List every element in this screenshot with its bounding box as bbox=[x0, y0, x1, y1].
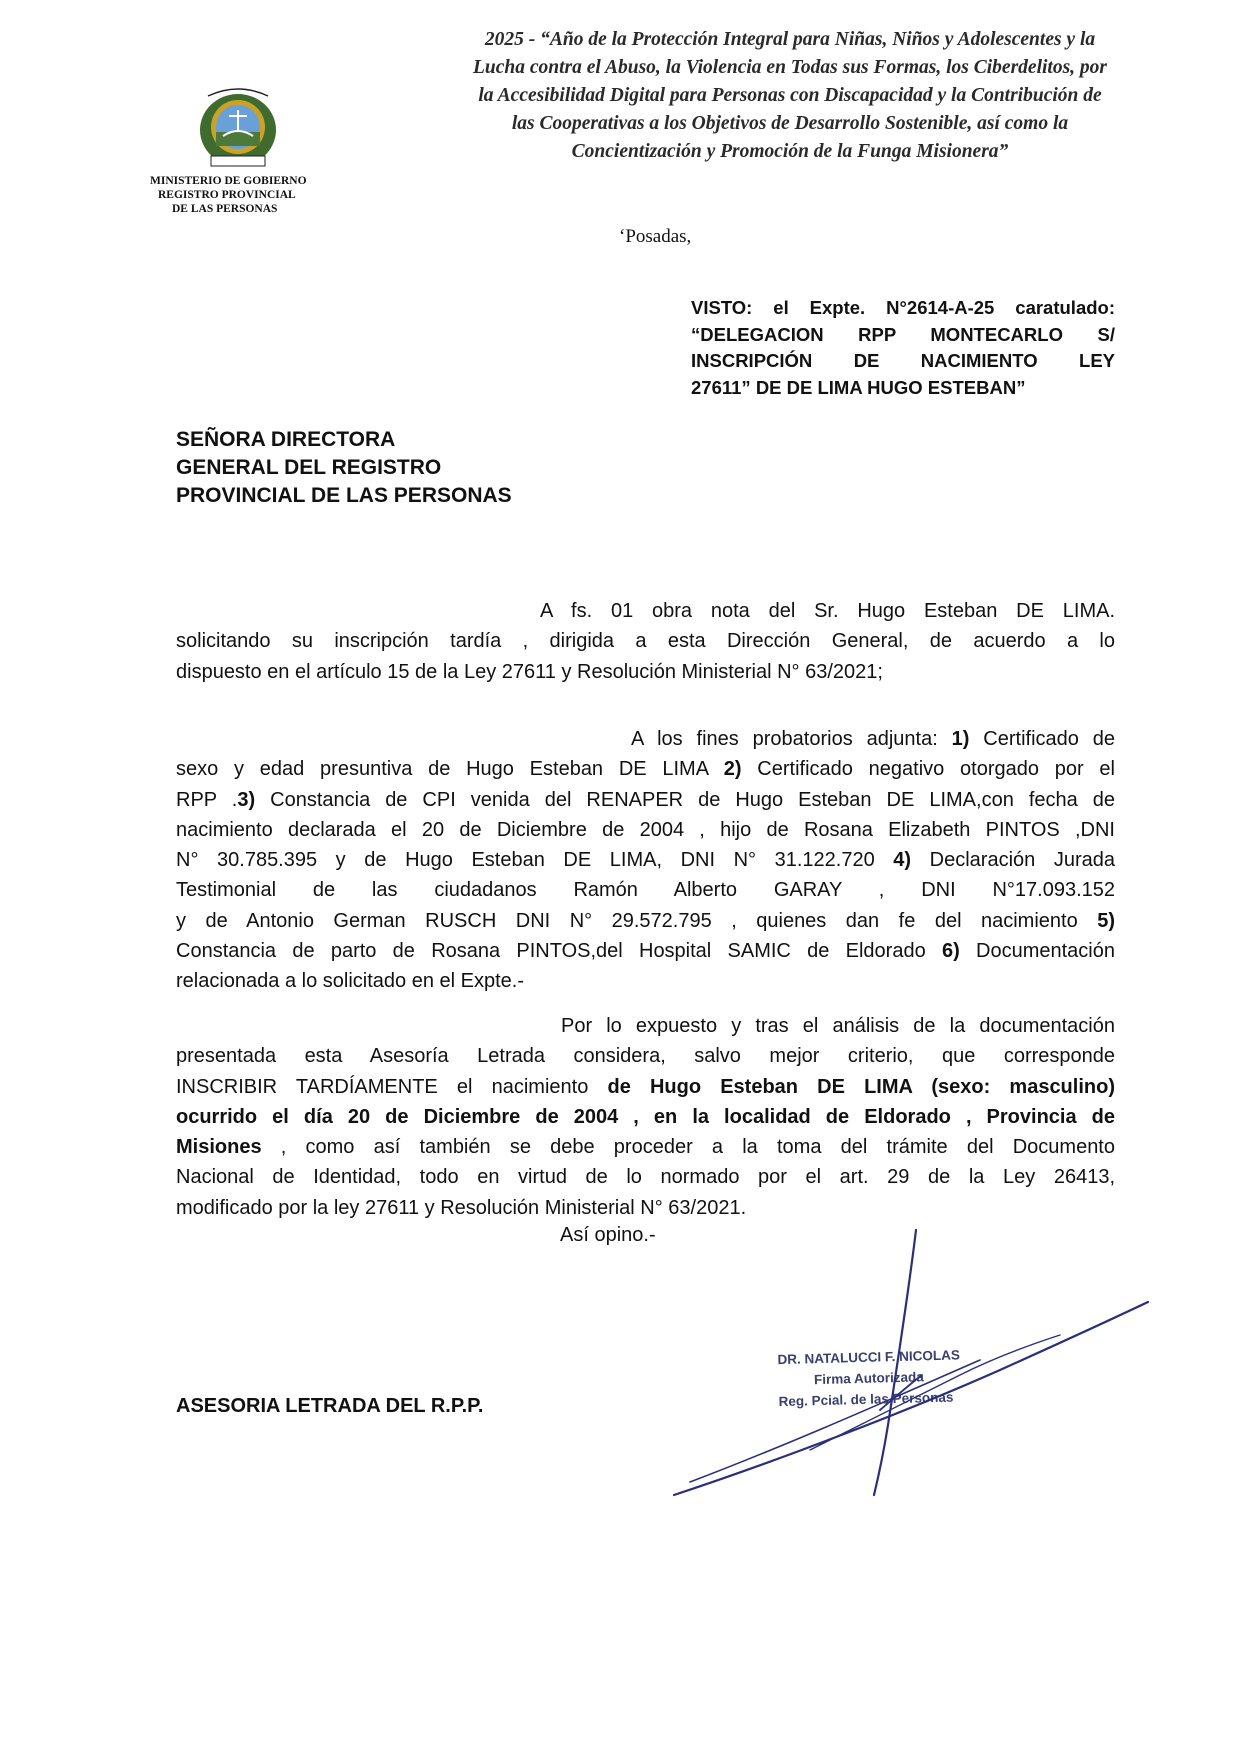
stamp-line: Reg. Pcial. de las Personas bbox=[778, 1389, 954, 1410]
paragraph-line: A los fines probatorios adjunta: 1) Certificado de bbox=[631, 728, 1115, 750]
year-motto-line: la Accesibilidad Digital para Personas con Discapacidad y la Contribución de bbox=[478, 85, 1102, 106]
paragraph-line: presentada esta Asesoría Letrada considera, salvo mejor criterio, que corresponde bbox=[176, 1045, 1115, 1068]
paragraph-line: Por lo expuesto y tras el análisis de la documentación bbox=[561, 1015, 1115, 1037]
ministry-block bbox=[150, 174, 350, 216]
place-date: ‘Posadas, bbox=[619, 226, 692, 247]
visto-line: “DELEGACION RPP MONTECARLO S/ bbox=[691, 323, 1115, 345]
addressee-line: SEÑORA DIRECTORA bbox=[176, 428, 396, 451]
paragraph-line: Misiones , como así también se debe proceder a la toma del trámite del Documento bbox=[176, 1136, 1115, 1159]
ministry-line: MINISTERIO DE GOBIERNO bbox=[150, 175, 307, 187]
paragraph-request bbox=[176, 596, 1115, 687]
paragraph-line: solicitando su inscripción tardía , dirigida a esta Dirección General, de acuerdo a lo bbox=[176, 630, 1115, 653]
visto-line: INSCRIPCIÓN DE NACIMIENTO LEY bbox=[691, 350, 1115, 371]
seal-banner bbox=[211, 156, 265, 166]
paragraph-line: ocurrido el día 20 de Diciembre de 2004 , en la localidad de Eldorado , Provincia de bbox=[176, 1105, 1115, 1128]
paragraph-line: modificado por la ley 27611 y Resolución Ministerial N° 63/2021. bbox=[176, 1196, 747, 1219]
year-motto-line: Concientización y Promoción de la Funga Misionera” bbox=[571, 141, 1009, 162]
addressee-line: PROVINCIAL DE LAS PERSONAS bbox=[176, 484, 512, 507]
paragraph-line: y de Antonio German RUSCH DNI N° 29.572.795 , quienes dan fe del nacimiento 5) bbox=[176, 909, 1115, 932]
paragraph-line: Testimonial de las ciudadanos Ramón Alberto GARAY , DNI N°17.093.152 bbox=[176, 879, 1115, 902]
paragraph-line: sexo y edad presuntiva de Hugo Esteban DE LIMA 2) Certificado negativo otorgado por el bbox=[176, 758, 1115, 781]
handwritten-signature bbox=[660, 1210, 1160, 1510]
visto-line: VISTO: el Expte. N°2614-A-25 caratulado: bbox=[691, 297, 1115, 318]
addressee bbox=[176, 426, 512, 510]
paragraph-evidence bbox=[176, 724, 1115, 997]
paragraph-line: dispuesto en el artículo 15 de la Ley 27611 y Resolución Ministerial N° 63/2021; bbox=[176, 660, 883, 683]
ministry-line: REGISTRO PROVINCIAL bbox=[158, 189, 296, 201]
paragraph-line: relacionada a lo solicitado en el Expte.- bbox=[176, 970, 524, 993]
paragraph-line: A fs. 01 obra nota del Sr. Hugo Esteban DE LIMA. bbox=[540, 600, 1115, 622]
visto-line: 27611” DE DE LIMA HUGO ESTEBAN” bbox=[691, 376, 1026, 398]
paragraph-line: INSCRIBIR TARDÍAMENTE el nacimiento de Hugo Esteban DE LIMA (sexo: masculino) bbox=[176, 1075, 1115, 1098]
paragraph-opinion bbox=[176, 1011, 1115, 1223]
signing-office: ASESORIA LETRADA DEL R.P.P. bbox=[176, 1395, 484, 1417]
year-motto-line: 2025 - “Año de la Protección Integral para Niñas, Niños y Adolescentes y la bbox=[484, 29, 1096, 50]
paragraph-line: nacimiento declarada el 20 de Diciembre de 2004 , hijo de Rosana Elizabeth PINTOS ,DNI bbox=[176, 818, 1115, 841]
year-motto-line: Lucha contra el Abuso, la Violencia en Todas sus Formas, los Ciberdelitos, por bbox=[472, 57, 1108, 78]
stamp-line: DR. NATALUCCI F. NICOLAS bbox=[777, 1347, 961, 1368]
provincia-misiones-seal bbox=[183, 80, 293, 172]
seal-landscape bbox=[216, 132, 260, 146]
addressee-line: GENERAL DEL REGISTRO bbox=[176, 456, 442, 479]
closing-phrase: Así opino.- bbox=[560, 1224, 656, 1246]
paragraph-line: RPP .3) Constancia de CPI venida del RENAPER de Hugo Esteban DE LIMA,con fecha de bbox=[176, 788, 1115, 811]
paragraph-line: N° 30.785.395 y de Hugo Esteban DE LIMA, DNI N° 31.122.720 4) Declaración Jurada bbox=[176, 849, 1115, 872]
paragraph-line: Nacional de Identidad, todo en virtud de lo normado por el art. 29 de la Ley 26413, bbox=[176, 1166, 1115, 1189]
ministry-line: DE LAS PERSONAS bbox=[172, 203, 278, 215]
year-motto-line: las Cooperativas a los Objetivos de Desarrollo Sostenible, así como la bbox=[511, 113, 1069, 134]
visto-block bbox=[691, 295, 1115, 401]
stamp-line: Firma Autorizada bbox=[813, 1369, 924, 1388]
year-motto bbox=[430, 26, 1150, 166]
paragraph-line: Constancia de parto de Rosana PINTOS,del Hospital SAMIC de Eldorado 6) Documentación bbox=[176, 940, 1115, 963]
